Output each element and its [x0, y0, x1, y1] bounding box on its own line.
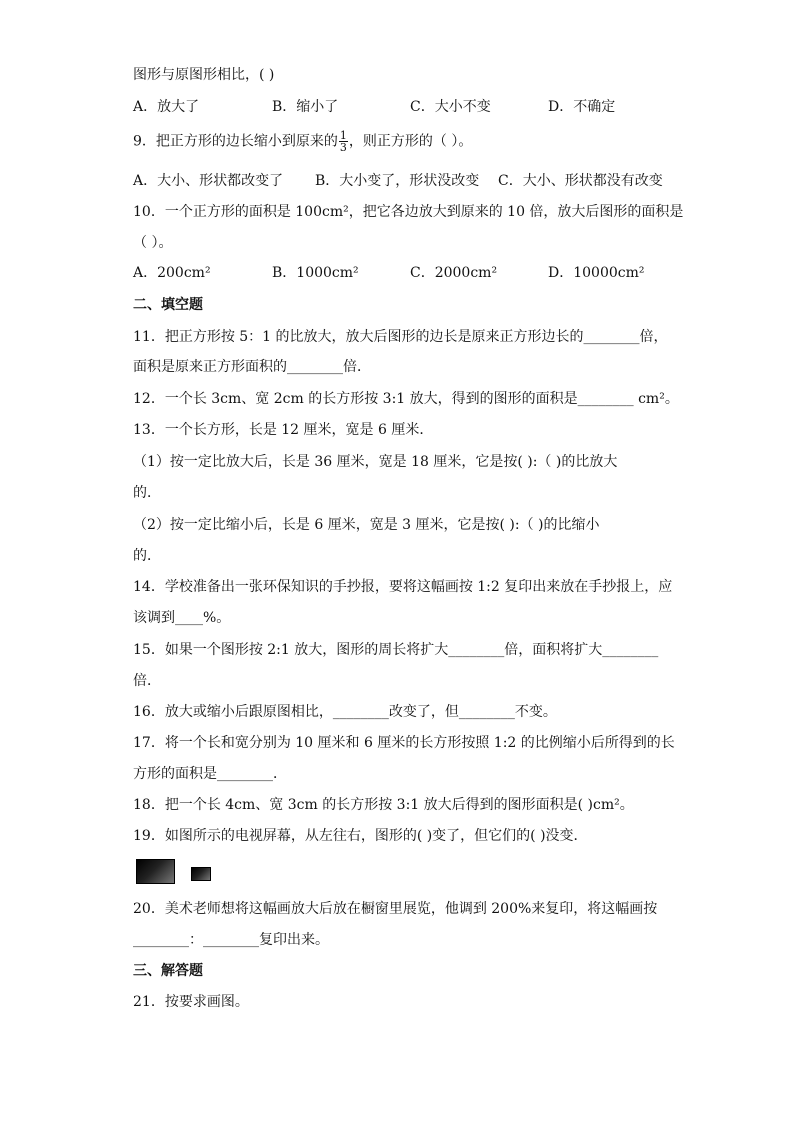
question-15-line1: 15．如果一个图形按 2:1 放大，图形的周长将扩大________倍，面积将扩大________	[133, 642, 659, 658]
question-14-line2: 该调到____%。	[133, 610, 231, 626]
question-10-line1: 10．一个正方形的面积是 100cm²，把它各边放大到原来的 10 倍，放大后图形的面积是	[133, 204, 684, 220]
q9-option-b: B．大小变了，形状没改变	[315, 173, 480, 189]
question-10-line2: （ ）。	[133, 235, 173, 251]
question-12: 12．一个长 3cm、宽 2cm 的长方形按 3:1 放大，得到的图形的面积是________ cm²。	[133, 391, 679, 407]
question-21: 21．按要求画图。	[133, 994, 249, 1010]
question-9	[133, 130, 472, 153]
question-16: 16．放大或缩小后跟原图相比，________改变了，但________不变。	[133, 704, 557, 720]
q8-option-d: D．不确定	[548, 99, 616, 115]
fraction-numerator: 1	[339, 129, 347, 142]
q9-text-pre: 9．把正方形的边长缩小到原来的	[133, 133, 338, 150]
question-17-line1: 17．将一个长和宽分别为 10 厘米和 6 厘米的长方形按照 1:2 的比例缩小后所得到的长	[133, 735, 675, 751]
question-19: 19．如图所示的电视屏幕，从左往右，图形的( )变了，但它们的( )没变．	[133, 828, 588, 844]
question-13-line2: （1）按一定比放大后，长是 36 厘米，宽是 18 厘米，它是按( ):（ )的比放大	[133, 454, 618, 470]
tv-screen-small	[191, 867, 211, 881]
q9-text-post: ，则正方形的（ ）。	[348, 133, 473, 150]
q8-option-c: C．大小不变	[410, 99, 491, 115]
fraction-denominator: 3	[339, 141, 347, 154]
question-13-line1: 13．一个长方形，长是 12 厘米，宽是 6 厘米．	[133, 422, 434, 438]
q8-option-b: B．缩小了	[272, 99, 339, 115]
q9-option-c: C．大小、形状都没有改变	[498, 173, 663, 189]
question-20-line1: 20．美术老师想将这幅画放大后放在橱窗里展览，他调到 200%来复印，将这幅画按	[133, 901, 658, 917]
q9-option-a: A．大小、形状都改变了	[133, 173, 284, 189]
question-13-line4: （2）按一定比缩小后，长是 6 厘米，宽是 3 厘米，它是按( ):（ )的比缩小	[133, 517, 600, 533]
q10-option-d: D．10000cm²	[548, 265, 645, 281]
question-20-line2: ________：________复印出来。	[133, 932, 329, 948]
q10-option-c: C．2000cm²	[410, 265, 498, 281]
question-15-line2: 倍．	[133, 673, 161, 689]
section-answer-title: 三、解答题	[133, 963, 203, 979]
fraction-one-third	[339, 130, 348, 153]
question-8-tail: 图形与原图形相比，( )	[133, 67, 275, 83]
question-17-line2: 方形的面积是________．	[133, 766, 287, 782]
section-fill-in-title: 二、填空题	[133, 297, 203, 313]
question-13-line5: 的．	[133, 548, 161, 564]
question-13-line3: 的．	[133, 485, 161, 501]
question-11-line1: 11．把正方形按 5：1 的比放大，放大后图形的边长是原来正方形边长的________倍，	[133, 329, 668, 345]
question-14-line1: 14．学校准备出一张环保知识的手抄报，要将这幅画按 1:2 复印出来放在手抄报上，应	[133, 579, 673, 595]
tv-screen-large	[136, 859, 175, 884]
question-18: 18．把一个长 4cm、宽 3cm 的长方形按 3:1 放大后得到的图形面积是( )cm²。	[133, 797, 634, 813]
q8-option-a: A．放大了	[133, 99, 200, 115]
q10-option-a: A．200cm²	[133, 265, 211, 281]
q10-option-b: B．1000cm²	[272, 265, 359, 281]
question-11-line2: 面积是原来正方形面积的________倍．	[133, 359, 371, 375]
